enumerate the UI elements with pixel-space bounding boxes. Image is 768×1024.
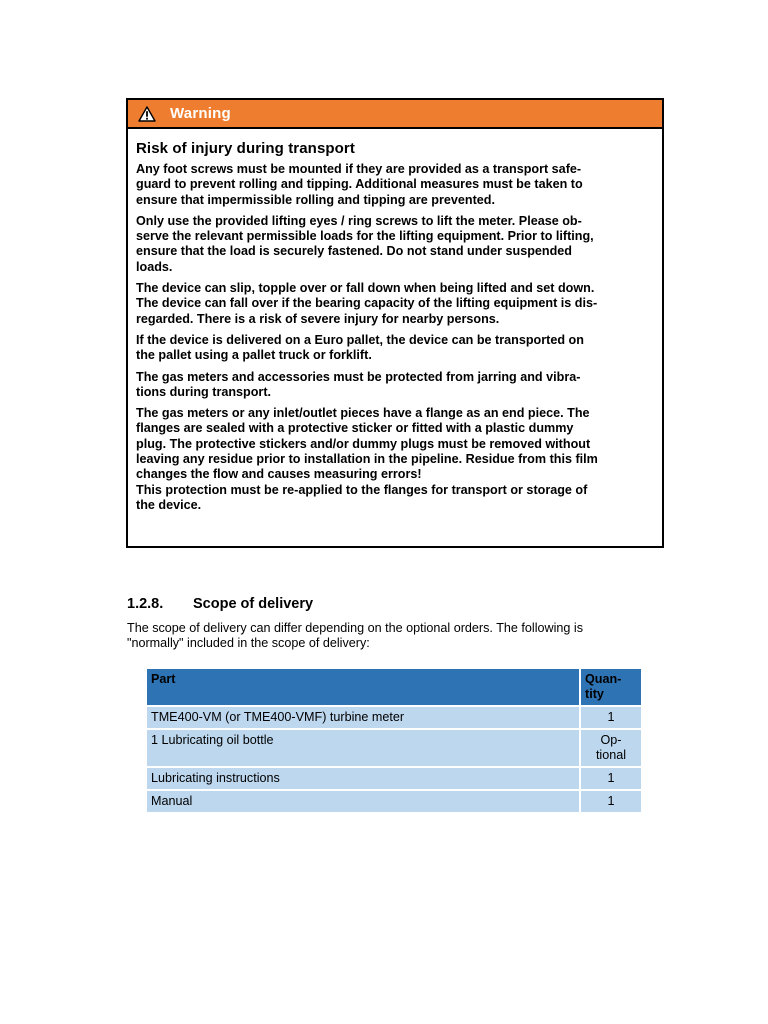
warning-box (126, 98, 664, 548)
scope-of-delivery-table (145, 667, 643, 814)
table-row (147, 707, 641, 728)
warning-triangle-icon (138, 106, 156, 122)
table-cell-part: TME400-VM (or TME400-VMF) turbine meter (147, 707, 579, 728)
table-header-part: Part (147, 669, 579, 705)
table-cell-part: Manual (147, 791, 579, 812)
table-row (147, 791, 641, 812)
warning-paragraph: Any foot screws must be mounted if they are provided as a transport safe- guard to prevent rolling and tipping. Additional measures must be taken to ensure that impermissible rolling and tipping are prevented. (136, 162, 583, 207)
table-cell-quantity: 1 (581, 768, 641, 789)
warning-paragraph: The gas meters and accessories must be protected from jarring and vibra- tions during transport. (136, 369, 581, 399)
warning-label: Warning (170, 105, 231, 122)
warning-title: Risk of injury during transport (136, 140, 355, 157)
warning-paragraph: Only use the provided lifting eyes / ring screws to lift the meter. Please ob- serve the relevant permissible loads for the lifting equipment. Prior to lifting, ensure that the load is securely fastened. Do not stand under suspended loads. (136, 213, 594, 274)
table-cell-quantity: Op- tional (581, 730, 641, 766)
table-header-quantity: Quan- tity (581, 669, 641, 705)
table-cell-quantity: 1 (581, 791, 641, 812)
warning-paragraph: If the device is delivered on a Euro pallet, the device can be transported on the pallet using a pallet truck or forklift. (136, 332, 584, 363)
warning-paragraph: The gas meters or any inlet/outlet pieces have a flange as an end piece. The flanges are sealed with a protective sticker or fitted with a plastic dummy plug. The protective stickers and/or dummy plugs must be removed without leaving any residue prior to installation in the pipeline. Residue from this film changes the flow and causes measuring errors! This protection must be re-applied to the flanges for transport or storage of the device. (136, 406, 598, 512)
table-row (147, 730, 641, 766)
table-cell-part: 1 Lubricating oil bottle (147, 730, 579, 766)
table-header-row (147, 669, 641, 705)
warning-header (128, 100, 662, 129)
section-intro-text: The scope of delivery can differ depending on the optional orders. The following is "normally" included in the scope of delivery: (127, 621, 583, 650)
table-cell-part: Lubricating instructions (147, 768, 579, 789)
section-number: 1.2.8. (127, 596, 164, 612)
section-heading (127, 596, 313, 612)
warning-paragraph: The device can slip, topple over or fall down when being lifted and set down. The device can fall over if the bearing capacity of the lifting equipment is dis- regarded. There is a risk of severe injury for nearby persons. (136, 281, 598, 326)
warning-body (128, 129, 662, 513)
table-cell-quantity: 1 (581, 707, 641, 728)
table-row (147, 768, 641, 789)
section-title: Scope of delivery (193, 596, 314, 612)
